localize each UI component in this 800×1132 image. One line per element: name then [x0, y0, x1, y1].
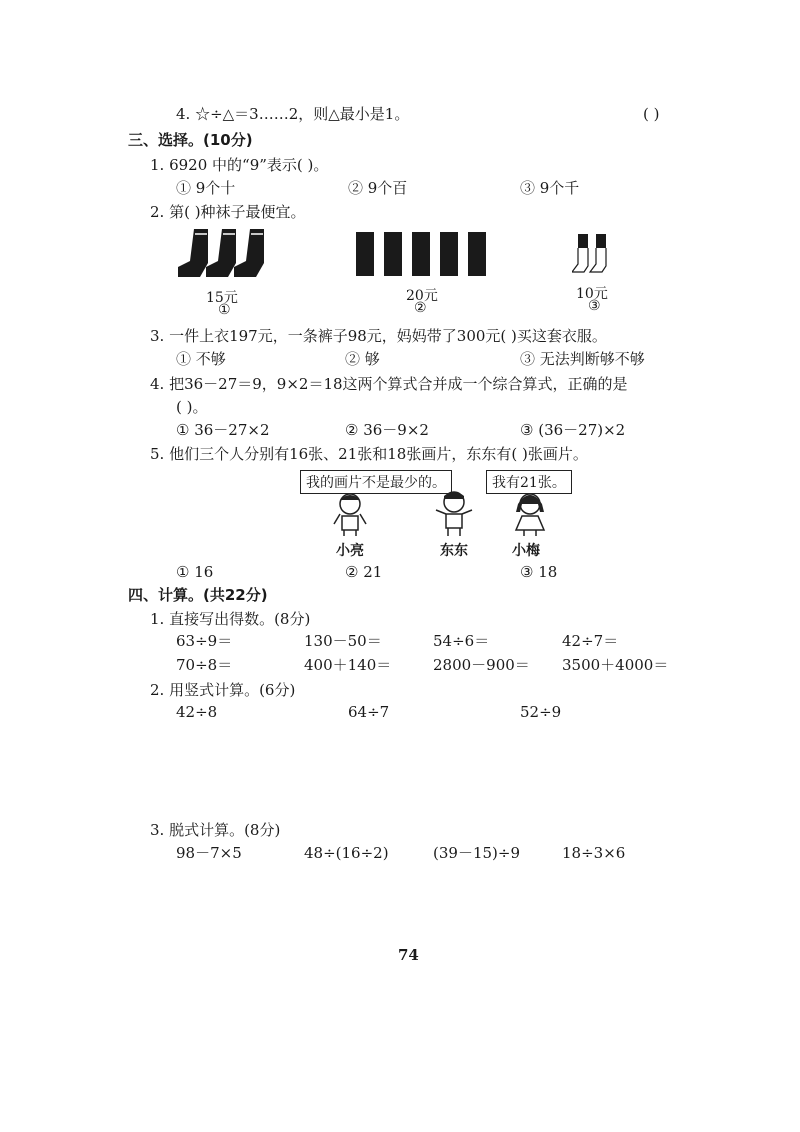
- q3-5-option-1[interactable]: ① 16: [176, 563, 214, 581]
- oral-calc-item[interactable]: 54÷6＝: [433, 632, 490, 650]
- q3-5-option-2[interactable]: ② 21: [345, 563, 383, 581]
- q4-3-title: 3. 脱式计算。(8分): [150, 821, 281, 839]
- oral-calc-item[interactable]: 3500＋4000＝: [562, 656, 669, 674]
- name-dongdong: 东东: [440, 543, 468, 559]
- q3-2-stem: 2. 第( )种袜子最便宜。: [150, 203, 306, 221]
- socks-2-price: 20元: [406, 288, 438, 304]
- socks-group-1-image: [172, 225, 282, 285]
- q3-4-option-2[interactable]: ② 36－9×2: [345, 421, 429, 439]
- section-3-title: 三、选择。(10分): [128, 131, 253, 149]
- question-4-judgement: 4. ☆÷△＝3……2，则△最小是1。: [176, 105, 410, 123]
- oral-calc-item[interactable]: 70÷8＝: [176, 656, 233, 674]
- oral-calc-item[interactable]: 2800－900＝: [433, 656, 530, 674]
- q3-4-option-3[interactable]: ③ (36－27)×2: [520, 421, 626, 439]
- stepwise-calc-item[interactable]: 18÷3×6: [562, 844, 626, 862]
- oral-calc-item[interactable]: 63÷9＝: [176, 632, 233, 650]
- socks-3-price: 10元: [576, 286, 608, 302]
- vertical-calc-item[interactable]: 52÷9: [520, 703, 562, 721]
- name-xiaomei: 小梅: [512, 543, 540, 559]
- child-dongdong-figure: [432, 490, 476, 538]
- oral-calc-item[interactable]: 400＋140＝: [304, 656, 392, 674]
- vertical-calc-item[interactable]: 42÷8: [176, 703, 218, 721]
- speech-bubble-xiaomei: 我有21张。: [486, 470, 572, 494]
- vertical-calc-item[interactable]: 64÷7: [348, 703, 390, 721]
- stepwise-calc-item[interactable]: 98－7×5: [176, 844, 242, 862]
- q3-5-option-3[interactable]: ③ 18: [520, 563, 558, 581]
- page-number: 74: [398, 946, 419, 964]
- socks-1-mark[interactable]: ①: [218, 302, 231, 318]
- q3-4-option-1[interactable]: ① 36－27×2: [176, 421, 270, 439]
- socks-group-3-image: [572, 232, 616, 278]
- name-xiaoliang: 小亮: [336, 543, 364, 559]
- q3-1-option-3[interactable]: ③ 9个千: [520, 179, 580, 197]
- answer-parentheses[interactable]: ( ): [643, 105, 660, 123]
- oral-calc-item[interactable]: 130－50＝: [304, 632, 382, 650]
- q4-1-title: 1. 直接写出得数。(8分): [150, 610, 311, 628]
- q3-5-stem: 5. 他们三个人分别有16张、21张和18张画片，东东有( )张画片。: [150, 445, 588, 463]
- q3-3-option-1[interactable]: ① 不够: [176, 350, 226, 368]
- child-xiaoliang-figure: [328, 492, 372, 538]
- socks-group-2-image: [352, 228, 496, 280]
- socks-2-mark[interactable]: ②: [414, 300, 427, 316]
- q3-4-stem: 4. 把36－27＝9，9×2＝18这两个算式合并成一个综合算式，正确的是: [150, 375, 628, 393]
- section-4-title: 四、计算。(共22分): [128, 586, 268, 604]
- socks-1-price: 15元: [206, 290, 238, 306]
- q3-3-stem: 3. 一件上衣197元，一条裤子98元，妈妈带了300元( )买这套衣服。: [150, 327, 607, 345]
- child-xiaomei-figure: [508, 492, 552, 538]
- stepwise-calc-item[interactable]: 48÷(16÷2): [304, 844, 389, 862]
- q3-4-stem-cont: ( )。: [176, 398, 208, 416]
- socks-3-mark[interactable]: ③: [588, 298, 601, 314]
- speech-bubble-xiaoliang: 我的画片不是最少的。: [300, 470, 452, 494]
- q3-1-option-2[interactable]: ② 9个百: [348, 179, 408, 197]
- q3-3-option-2[interactable]: ② 够: [345, 350, 380, 368]
- q3-1-option-1[interactable]: ① 9个十: [176, 179, 236, 197]
- stepwise-calc-item[interactable]: (39－15)÷9: [433, 844, 520, 862]
- q3-1-stem: 1. 6920 中的“9”表示( )。: [150, 156, 329, 174]
- oral-calc-item[interactable]: 42÷7＝: [562, 632, 619, 650]
- q3-3-option-3[interactable]: ③ 无法判断够不够: [520, 350, 645, 368]
- q4-2-title: 2. 用竖式计算。(6分): [150, 681, 296, 699]
